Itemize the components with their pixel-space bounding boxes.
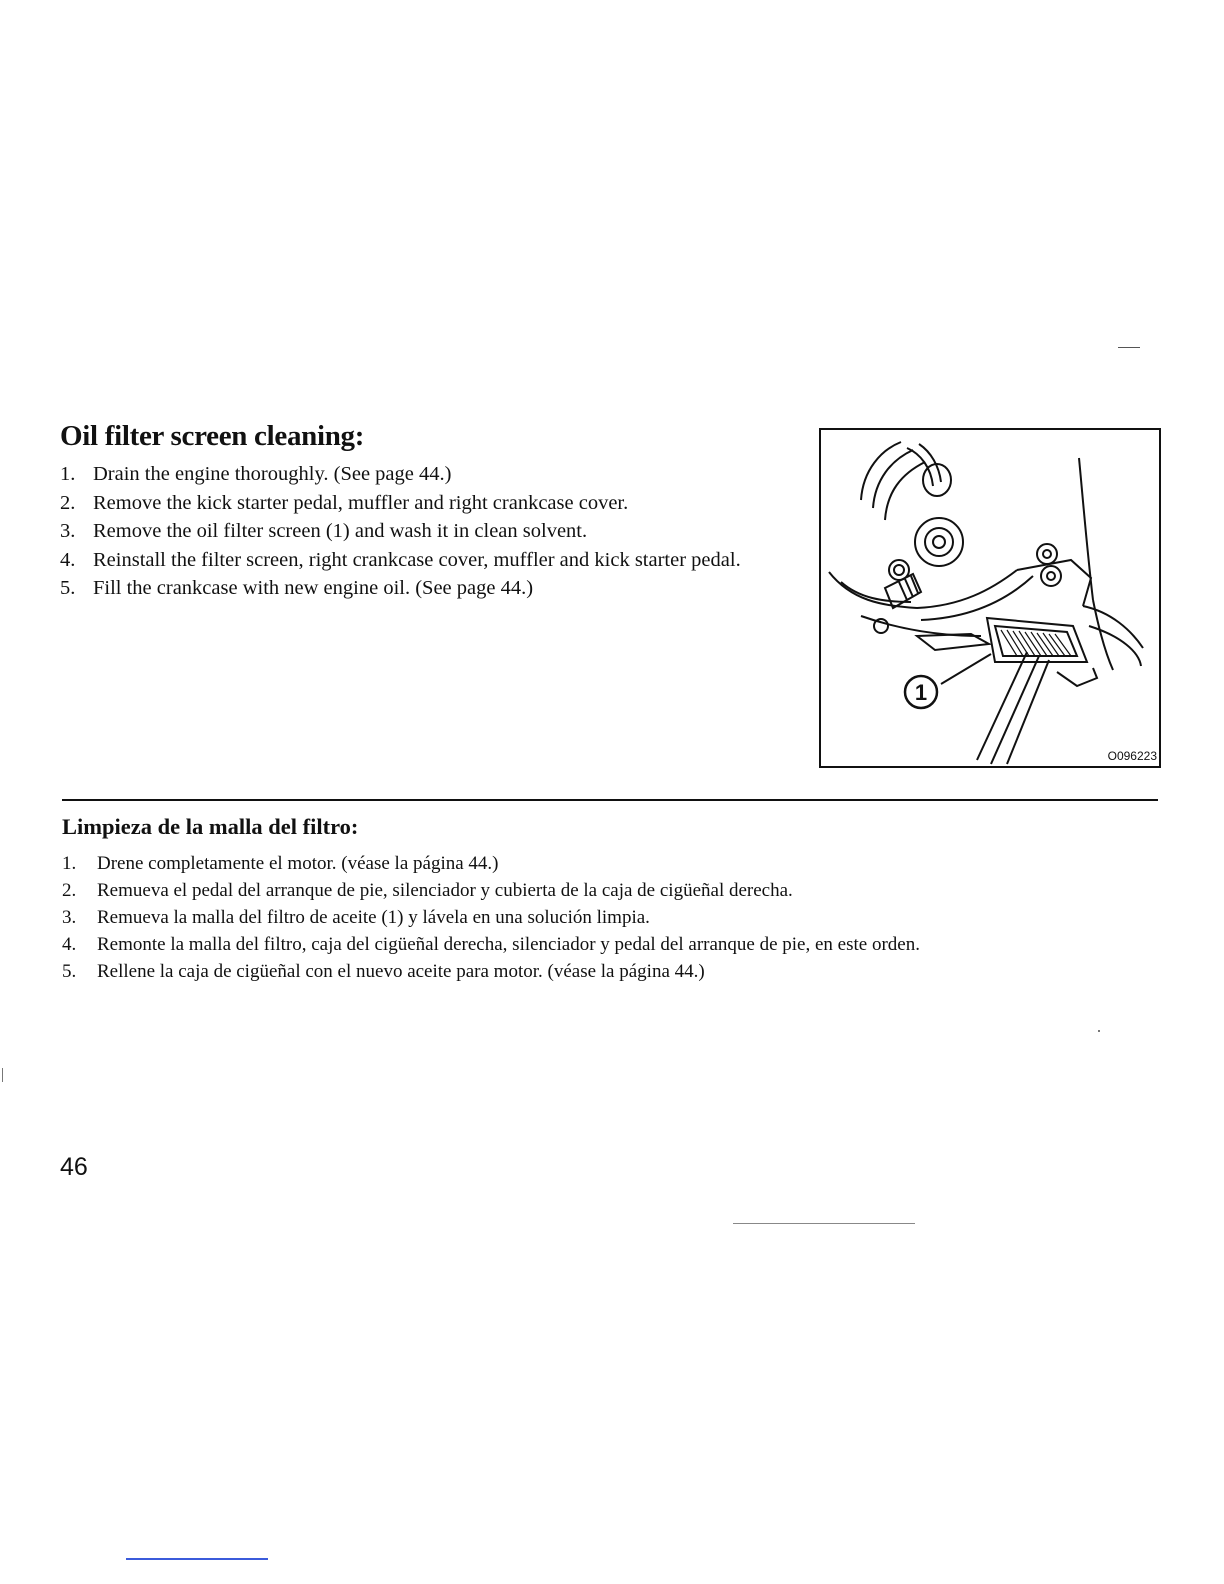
step-number: 2. bbox=[60, 491, 76, 514]
scan-mark bbox=[2, 1068, 3, 1082]
step-text: Remueva la malla del filtro de aceite (1) y lávela en una solución limpia. bbox=[97, 907, 650, 928]
step-number: 3. bbox=[60, 520, 76, 542]
list-item bbox=[60, 517, 800, 546]
list-item bbox=[62, 958, 1172, 985]
scan-mark bbox=[1118, 347, 1140, 348]
list-item bbox=[60, 574, 800, 603]
step-text: Drain the engine thoroughly. (See page 44.) bbox=[93, 463, 452, 485]
scan-mark bbox=[126, 1558, 268, 1560]
step-text: Remueva el pedal del arranque de pie, silenciador y cubierta de la caja de cigüeñal derecha. bbox=[97, 880, 793, 901]
list-item bbox=[62, 877, 1172, 904]
english-instructions bbox=[60, 418, 800, 603]
step-text: Rellene la caja de cigüeñal con el nuevo aceite para motor. (véase la página 44.) bbox=[97, 961, 705, 982]
list-item bbox=[60, 546, 800, 575]
list-item bbox=[60, 489, 800, 518]
figure-code: O096223 bbox=[1107, 749, 1157, 763]
scan-mark bbox=[1098, 1030, 1100, 1032]
list-item bbox=[62, 850, 1172, 877]
step-number: 4. bbox=[60, 548, 76, 571]
step-text: Remove the oil filter screen (1) and wash it in clean solvent. bbox=[93, 520, 588, 542]
section-divider bbox=[62, 799, 1158, 801]
list-item bbox=[60, 460, 800, 489]
step-text: Drene completamente el motor. (véase la página 44.) bbox=[97, 853, 499, 874]
english-step-list bbox=[60, 460, 800, 603]
list-item bbox=[62, 931, 1172, 958]
spanish-title: Limpieza de la malla del filtro: bbox=[62, 814, 359, 839]
step-number: 4. bbox=[62, 934, 77, 955]
english-title: Oil filter screen cleaning: bbox=[60, 420, 365, 452]
step-number: 1. bbox=[60, 463, 76, 485]
step-number: 5. bbox=[62, 961, 77, 982]
spanish-instructions bbox=[62, 810, 1172, 985]
step-text: Remonte la malla del filtro, caja del cigüeñal derecha, silenciador y pedal del arranque de pie, en este orden. bbox=[97, 934, 920, 955]
step-text: Reinstall the filter screen, right crankcase cover, muffler and kick starter pedal. bbox=[93, 548, 741, 571]
list-item bbox=[62, 904, 1172, 931]
step-text: Remove the kick starter pedal, muffler and right crankcase cover. bbox=[93, 491, 629, 514]
scan-mark bbox=[733, 1223, 915, 1224]
engine-drawing bbox=[821, 430, 1159, 766]
page-number: 46 bbox=[60, 1153, 88, 1181]
step-number: 5. bbox=[60, 577, 76, 599]
oil-filter-illustration bbox=[819, 428, 1161, 768]
spanish-step-list bbox=[62, 850, 1172, 985]
step-text: Fill the crankcase with new engine oil. (See page 44.) bbox=[93, 577, 534, 599]
callout-number: 1 bbox=[914, 680, 928, 705]
step-number: 2. bbox=[62, 880, 77, 901]
step-number: 1. bbox=[62, 853, 77, 874]
step-number: 3. bbox=[62, 907, 77, 928]
